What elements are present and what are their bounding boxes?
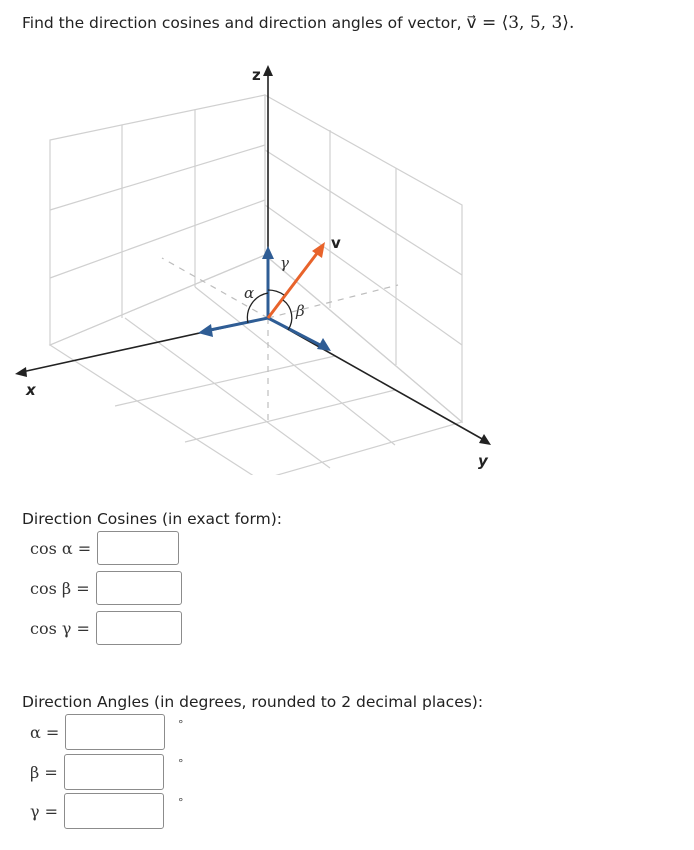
grid-lines bbox=[50, 95, 462, 475]
question-prefix: Find the direction cosines and direction angles of vector, bbox=[22, 14, 462, 32]
alpha-label: α bbox=[244, 284, 255, 302]
beta-angle-label: β = bbox=[30, 762, 58, 782]
cos-beta-row bbox=[30, 571, 182, 605]
cos-alpha-input[interactable] bbox=[97, 531, 179, 565]
beta-label: β bbox=[296, 302, 305, 320]
z-axis-arrow-icon bbox=[263, 65, 273, 76]
vector-v-label: v bbox=[331, 234, 341, 252]
alpha-angle-row bbox=[30, 714, 165, 750]
alpha-angle-label: α = bbox=[30, 722, 60, 742]
z-axis-label: z bbox=[252, 66, 261, 84]
vector-v-line bbox=[268, 252, 318, 318]
gamma-angle-label: γ = bbox=[30, 801, 59, 821]
cos-gamma-row bbox=[30, 611, 182, 645]
vector-expression: v⃗ = ⟨3, 5, 3⟩. bbox=[466, 13, 575, 33]
cos-gamma-label: cos γ = bbox=[30, 618, 90, 638]
gamma-degree-symbol: ° bbox=[178, 796, 184, 809]
alpha-angle-input[interactable] bbox=[65, 714, 165, 750]
gamma-angle-row bbox=[30, 793, 164, 829]
projection-lines bbox=[162, 258, 398, 420]
unit-i-arrow-icon bbox=[198, 324, 213, 337]
alpha-degree-symbol: ° bbox=[178, 718, 184, 731]
cos-beta-label: cos β = bbox=[30, 578, 90, 598]
question-text bbox=[22, 13, 574, 33]
unit-k-arrow-icon bbox=[262, 246, 274, 259]
cos-beta-input[interactable] bbox=[96, 571, 182, 605]
gamma-label: γ bbox=[280, 254, 289, 272]
beta-degree-symbol: ° bbox=[178, 757, 184, 770]
x-axis-arrow-icon bbox=[15, 367, 27, 377]
vector-diagram bbox=[0, 55, 520, 475]
y-axis-label: y bbox=[478, 452, 488, 470]
beta-angle-row bbox=[30, 754, 164, 790]
cosines-heading: Direction Cosines (in exact form): bbox=[22, 510, 282, 528]
cos-alpha-label: cos α = bbox=[30, 538, 92, 558]
angles-heading: Direction Angles (in degrees, rounded to 2 decimal places): bbox=[22, 693, 484, 711]
cos-gamma-input[interactable] bbox=[96, 611, 182, 645]
axes bbox=[15, 65, 491, 445]
unit-j-vector bbox=[268, 318, 322, 346]
y-axis-arrow-icon bbox=[479, 434, 491, 445]
beta-angle-input[interactable] bbox=[64, 754, 164, 790]
x-axis-label: x bbox=[26, 381, 36, 399]
unit-i-vector bbox=[210, 318, 268, 330]
gamma-angle-input[interactable] bbox=[64, 793, 164, 829]
cos-alpha-row bbox=[30, 531, 179, 565]
gamma-arc bbox=[268, 290, 284, 295]
